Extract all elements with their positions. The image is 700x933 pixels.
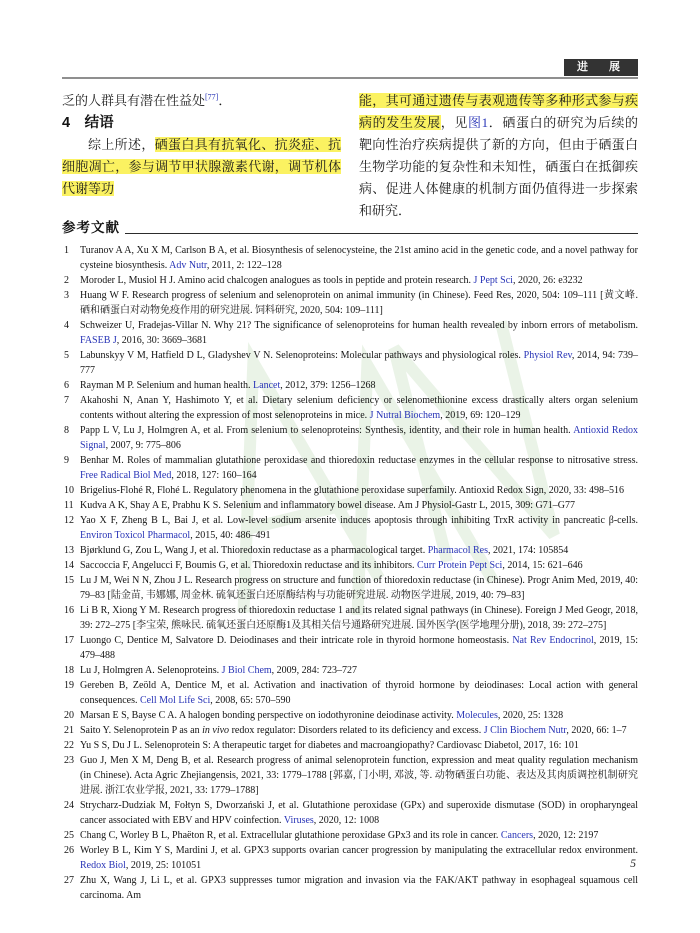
reference-item xyxy=(62,753,638,798)
reference-text xyxy=(80,755,638,796)
reference-number: 19 xyxy=(64,680,74,691)
text-run: Saccoccia F, Angelucci F, Boumis G, et al. Thioredoxin reductase and its inhibitors. xyxy=(80,560,418,571)
text-run: Luongo C, Dentice M, Salvatore D. Deiodinases and their intricate role in thyroid hormone homeostasis. xyxy=(80,635,513,646)
text-run: , 2019, 15: 479–488 xyxy=(80,635,639,661)
text-run: , 2020, 26: e3232 xyxy=(512,275,583,286)
reference-item xyxy=(62,498,638,513)
reference-item xyxy=(62,453,638,483)
text-run: , 2014, 94: 739–777 xyxy=(80,350,639,376)
text-run: , 2012, 379: 1256–1268 xyxy=(280,380,376,391)
text-run: ．硒蛋白的研究为后续的靶向性治疗疾病提供了新的方向，但由于硒蛋白生物学功能的复杂性和未知性，硒蛋白在抵御疾病、促进人体健康的机制方面仍值得进一步探索和研究． xyxy=(359,115,638,218)
text-run: Bjørklund G, Zou L, Wang J, et al. Thioredoxin reductase as a pharmacological target. xyxy=(80,545,428,556)
text-run: ． xyxy=(218,93,232,108)
reference-item xyxy=(62,558,638,573)
text-run: Turanov A A, Xu X M, Carlson B A, et al. Biosynthesis of selenocysteine, the 21st amino acid in the genetic code, and a novel pathway for cysteine biosynthesis. xyxy=(80,245,638,271)
text-run: Strycharz-Dudziak M, Fołtyn S, Dworzański J, et al. Glutathione peroxidase (GPx) and superoxide dismutase (SOD) in oropharyngeal cancer associated with EBV and HPV coinfection. xyxy=(80,800,638,826)
conclusion-paragraph-left xyxy=(62,134,341,200)
reference-text xyxy=(80,710,563,721)
text-run: , 2020, 12: 2197 xyxy=(533,830,599,841)
reference-text xyxy=(80,425,638,451)
journal-link[interactable]: Nat Rev Endocrinol xyxy=(512,635,594,646)
citation-superscript-link[interactable]: [77] xyxy=(205,92,219,102)
text-run: Lu J M, Wei N N, Zhou J L. Research progress on structure and function of thioredoxin reductase (in Chinese). Progr Anim Med, 2019, 40: 79–83 [陆金苗, 韦娜娜, 周金林. 硫氧还蛋白还原酶结构与功能研究进展. 动物医学进展, 2019, 40: 79–83] xyxy=(80,575,638,601)
text-run: Marsan E S, Bayse C A. A halogen bonding perspective on iodothyronine deiodinase activity. xyxy=(80,710,457,721)
conclusion-columns xyxy=(62,90,638,222)
text-run: , 2020, 66: 1–7 xyxy=(566,725,627,736)
reference-text xyxy=(80,635,638,661)
reference-text xyxy=(80,740,579,751)
text-run: , 2007, 9: 775–806 xyxy=(105,440,181,451)
journal-link[interactable]: Environ Toxicol Pharmacol xyxy=(80,530,191,541)
reference-item xyxy=(62,378,638,393)
reference-number: 11 xyxy=(64,500,74,511)
reference-text xyxy=(80,380,376,391)
text-run: Moroder L, Musiol H J. Amino acid chalcogen analogues as tools in peptide and protein research. xyxy=(80,275,474,286)
reference-number: 10 xyxy=(64,485,74,496)
reference-text xyxy=(80,245,638,271)
text-run: 能，其可通过遗传与表观遗传等多种形式参与疾病的发生发展 xyxy=(359,93,638,130)
reference-text xyxy=(80,290,638,316)
text-run: , 2009, 284: 723–727 xyxy=(271,665,357,676)
text-run: , 2020, 12: 1008 xyxy=(313,815,380,826)
text-run: Papp L V, Lu J, Holmgren A, et al. From selenium to selenoproteins: Synthesis, identity, and their role in human health. xyxy=(80,425,574,436)
reference-number: 8 xyxy=(64,425,69,436)
reference-number: 1 xyxy=(64,245,69,256)
reference-item xyxy=(62,723,638,738)
text-run: Akahoshi N, Anan Y, Hashimoto Y, et al. Dietary selenium deficiency or selenomethionine excess drastically alters organ selenium contents without altering the expression of most selenoproteins in mice. xyxy=(80,395,638,421)
text-run: Li B R, Xiong Y M. Research progress of thioredoxin reductase 1 and its related signal pathways (in Chinese). Foreign J Med Geogr, 2018, 39: 272–275 [李宝荣, 熊咏民. 硫氧还蛋白还原酶1及其相关信号通路研究进展. 国外医学(医学地理分册), 2018, 39: 272–275] xyxy=(80,605,638,631)
text-run: ，见 xyxy=(440,115,468,130)
journal-link[interactable]: Redox Biol xyxy=(80,860,126,871)
text-run: 乏的人群具有潜在性益处 xyxy=(62,93,206,108)
text-run: , 2015, 40: 486–491 xyxy=(190,530,271,541)
text-run: , 2021, 174: 105854 xyxy=(487,545,569,556)
reference-number: 15 xyxy=(64,575,74,586)
left-column xyxy=(62,90,341,222)
text-run: Lu J, Holmgren A. Selenoproteins. xyxy=(80,665,222,676)
journal-link[interactable]: Cancers xyxy=(500,830,534,841)
text-run: Yao X F, Zheng B L, Bai J, et al. Low-level sodium arsenite induces apoptosis through inhibiting TrxR activity in pancreatic β-cells. xyxy=(80,515,638,526)
reference-text xyxy=(80,320,638,346)
reference-item xyxy=(62,243,638,273)
page-number: 5 xyxy=(630,858,636,870)
reference-item xyxy=(62,348,638,378)
references-list xyxy=(62,243,638,903)
journal-link[interactable]: Viruses xyxy=(283,815,314,826)
journal-link[interactable]: Free Radical Biol Med xyxy=(80,470,172,481)
reference-text xyxy=(80,455,638,481)
text-run: Gereben B, Zeöld A, Dentice M, et al. Activation and inactivation of thyroid hormone by deiodinases: Local action with general consequences. xyxy=(80,680,638,706)
right-column xyxy=(359,90,638,222)
journal-link[interactable]: FASEB J xyxy=(80,335,117,346)
journal-link[interactable]: Cell Mol Life Sci xyxy=(139,695,211,706)
conclusion-paragraph-right xyxy=(359,90,638,222)
reference-text xyxy=(80,800,638,826)
reference-item xyxy=(62,423,638,453)
reference-number: 6 xyxy=(64,380,69,391)
text-run: redox regulator: Disorders related to its deficiency and excess. xyxy=(229,725,484,736)
reference-item xyxy=(62,828,638,843)
intro-paragraph xyxy=(62,90,341,112)
reference-number: 2 xyxy=(64,275,69,286)
journal-link[interactable]: Adv Nutr xyxy=(169,260,207,271)
reference-number: 20 xyxy=(64,710,74,721)
reference-number: 4 xyxy=(64,320,69,331)
text-run: , 2008, 65: 570–590 xyxy=(210,695,291,706)
reference-item xyxy=(62,663,638,678)
text-run: Zhu X, Wang J, Li L, et al. GPX3 suppresses tumor migration and invasion via the FAK/AKT pathway in esophageal squamous cell carcinoma. Am xyxy=(80,875,638,901)
reference-item xyxy=(62,873,638,903)
reference-number: 3 xyxy=(64,290,69,301)
reference-text xyxy=(80,545,568,556)
reference-text xyxy=(80,605,638,631)
reference-number: 7 xyxy=(64,395,69,406)
reference-item xyxy=(62,513,638,543)
text-run: , 2019, 25: 101051 xyxy=(125,860,202,871)
journal-link[interactable]: J Clin Biochem Nutr xyxy=(483,725,567,736)
reference-item xyxy=(62,603,638,633)
journal-link[interactable]: Pharmacol Res xyxy=(427,545,488,556)
reference-item xyxy=(62,798,638,828)
reference-text xyxy=(80,575,638,601)
text-run: , 2014, 15: 621–646 xyxy=(502,560,583,571)
reference-number: 9 xyxy=(64,455,69,466)
conclusion-heading: 4 结语 xyxy=(62,115,114,131)
text-run: Yu S S, Du J L. Selenoprotein S: A therapeutic target for diabetes and macroangiopathy? Cardiovasc Diabetol, 2017, 16: 101 xyxy=(80,740,579,751)
text-run: Labunskyy V M, Hatfield D L, Gladyshev V N. Selenoproteins: Molecular pathways and physiological roles. xyxy=(80,350,524,361)
reference-item xyxy=(62,393,638,423)
reference-item xyxy=(62,738,638,753)
reference-number: 18 xyxy=(64,665,74,676)
reference-number: 14 xyxy=(64,560,74,571)
text-run: , 2019, 69: 120–129 xyxy=(440,410,521,421)
reference-text xyxy=(80,500,575,511)
reference-number: 16 xyxy=(64,605,74,616)
reference-item xyxy=(62,678,638,708)
reference-item xyxy=(62,573,638,603)
text-run: , 2020, 25: 1328 xyxy=(497,710,564,721)
reference-text xyxy=(80,485,624,496)
text-run: , 2011, 2: 122–128 xyxy=(206,260,282,271)
reference-item xyxy=(62,273,638,288)
reference-number: 12 xyxy=(64,515,74,526)
reference-number: 13 xyxy=(64,545,74,556)
reference-text xyxy=(80,680,638,706)
text-run: 综上所述， xyxy=(88,137,155,152)
journal-link[interactable]: J Nutral Biochem xyxy=(369,410,441,421)
reference-text xyxy=(80,875,638,901)
journal-link[interactable]: Antioxid Redox Signal xyxy=(80,425,638,451)
text-run: Brigelius-Flohé R, Flohé L. Regulatory phenomena in the glutathione peroxidase superfamily. Antioxid Redox Sign, 2020, 33: 498–516 xyxy=(80,485,625,496)
reference-number: 27 xyxy=(64,875,74,886)
reference-text xyxy=(80,350,638,376)
reference-text xyxy=(80,665,357,676)
text-run: Huang W F. Research progress of selenium and selenoprotein on animal immunity (in Chinese). Feed Res, 2020, 504: 109–111 [黄文峰. 硒和硒蛋白对动物免疫作用的研究进展. 饲料研究, 2020, 504: 109–111] xyxy=(80,290,638,316)
reference-text xyxy=(80,725,627,736)
journal-link[interactable]: Lancet xyxy=(253,380,281,391)
text-run: Worley B L, Kim Y S, Mardini J, et al. GPX3 supports ovarian cancer progression by manipulating the extracellular redox environment. xyxy=(80,845,638,856)
journal-link[interactable]: Physiol Rev xyxy=(523,350,572,361)
reference-number: 22 xyxy=(64,740,74,751)
reference-item xyxy=(62,318,638,348)
journal-link[interactable]: Curr Protein Pept Sci xyxy=(417,560,503,571)
reference-number: 5 xyxy=(64,350,69,361)
text-run: in vivo xyxy=(202,725,230,736)
text-run: , 2016, 30: 3669–3681 xyxy=(116,335,208,346)
reference-number: 25 xyxy=(64,830,74,841)
reference-number: 21 xyxy=(64,725,74,736)
reference-item xyxy=(62,843,638,873)
text-run: Chang C, Worley B L, Phaëton R, et al. Extracellular glutathione peroxidase GPx3 and its role in cancer. xyxy=(80,830,501,841)
reference-item xyxy=(62,543,638,558)
reference-text xyxy=(80,845,638,871)
reference-text xyxy=(80,395,638,421)
references-title: 参考文献 xyxy=(62,220,120,235)
references-rule xyxy=(125,233,638,234)
text-run: Kudva A K, Shay A E, Prabhu K S. Selenium and inflammatory bowel disease. Am J Physiol-Gastr L, 2015, 309: G71–G77 xyxy=(80,500,575,511)
text-run: 硒蛋白具有抗氧化、抗炎症、抗细胞凋亡，参与调节甲状腺激素代谢，调节机体代谢等功 xyxy=(62,137,341,196)
reference-number: 23 xyxy=(64,755,74,766)
reference-text xyxy=(80,830,598,841)
references-header xyxy=(62,216,638,236)
reference-number: 24 xyxy=(64,800,74,811)
reference-text xyxy=(80,275,583,286)
text-run: Schweizer U, Fradejas-Villar N. Why 21? The significance of selenoproteins for human health revealed by inborn errors of metabolism. xyxy=(80,320,638,331)
reference-item xyxy=(62,288,638,318)
reference-text xyxy=(80,515,638,541)
text-run: Benhar M. Roles of mammalian glutathione peroxidase and thioredoxin reductase enzymes in the cellular response to nitrosative stress. xyxy=(80,455,638,466)
text-run: Guo J, Men X M, Deng B, et al. Research progress of animal selenoprotein function, expression and meat quality regulation mechanism (in Chinese). Acta Agric Zhejiangensis, 2021, 33: 1779–1788 [郭嘉, 门小明, 邓波, 等. 动物硒蛋白功能、表达及其肉质调控机制研究进展. 浙江农业学报, 2021, 33: 1779–1788] xyxy=(80,755,638,796)
reference-number: 17 xyxy=(64,635,74,646)
reference-item xyxy=(62,633,638,663)
section-badge: 进 展 xyxy=(564,59,638,76)
journal-link[interactable]: J Biol Chem xyxy=(221,665,272,676)
journal-link[interactable]: J Pept Sci xyxy=(473,275,513,286)
reference-number: 26 xyxy=(64,845,74,856)
reference-text xyxy=(80,560,583,571)
header-rule xyxy=(62,77,638,79)
figure1-link[interactable]: 图1 xyxy=(467,115,489,130)
reference-item xyxy=(62,708,638,723)
text-run: Saito Y. Selenoprotein P as an xyxy=(80,725,203,736)
text-run: Rayman M P. Selenium and human health. xyxy=(80,380,254,391)
text-run: , 2018, 127: 160–164 xyxy=(171,470,257,481)
journal-link[interactable]: Molecules xyxy=(456,710,498,721)
reference-item xyxy=(62,483,638,498)
